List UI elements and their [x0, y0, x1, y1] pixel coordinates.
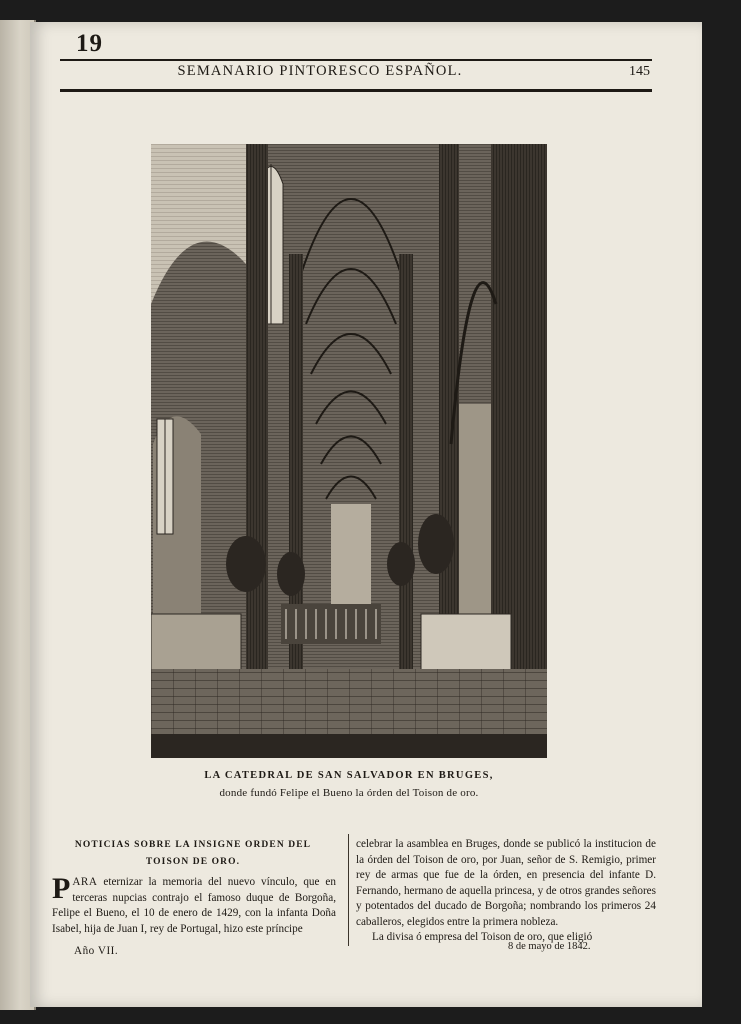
issue-number: 19: [76, 30, 103, 57]
drop-cap: P: [52, 872, 71, 905]
body-right-paragraph-2: La divisa ó empresa del Toison de oro, que eligió: [372, 931, 593, 943]
cathedral-engraving: [151, 144, 547, 758]
newspaper-page: [30, 22, 702, 1007]
header-rule-bottom: [60, 89, 652, 92]
article-body-left: [52, 872, 336, 937]
bleed-through-text-left: [42, 100, 152, 800]
page-number: 145: [629, 64, 650, 79]
year-footer: Año VII.: [74, 945, 119, 957]
body-right-paragraph-1: celebrar la asamblea en Bruges, donde se publicó la institucion de la órden del Toison de oro, por Juan, señor de S. Remigio, primer rey de armas que fue de la órden, en presencia del infante D. Fernando, hermano de aquella princesa, y de otros grandes señores y potentados del ducado de Borgoña; nombrando los primeros 24 caballeros, elegidos entre la primera nobleza.: [356, 838, 656, 928]
article-body-right: [356, 837, 656, 946]
caption-title: LA CATEDRAL DE SAN SALVADOR EN BRUGES,: [204, 770, 494, 781]
journal-title: SEMANARIO PINTORESCO ESPAÑOL.: [177, 63, 463, 79]
column-divider: [348, 834, 349, 946]
bleed-through-text-right: [550, 100, 665, 800]
caption-subtitle: donde fundó Felipe el Bueno la órden del Toison de oro.: [219, 787, 479, 799]
first-word-rest: ARA: [72, 876, 98, 888]
body-left-text: eternizar la memoria del nuevo vínculo, que en terceras nupcias contrajo el famoso duque de Borgoña, Felipe el Bueno, el 10 de enero de 1429, con la infanta Doña Isabel, hija de Juan I, rey de Portugal, hizo este príncipe: [52, 876, 336, 935]
header-rule-top: [60, 59, 652, 61]
date-footer: 8 de mayo de 1842.: [508, 941, 591, 952]
article-heading: NOTICIAS SOBRE LA INSIGNE ORDEN DEL TOISON DE ORO.: [74, 840, 312, 867]
